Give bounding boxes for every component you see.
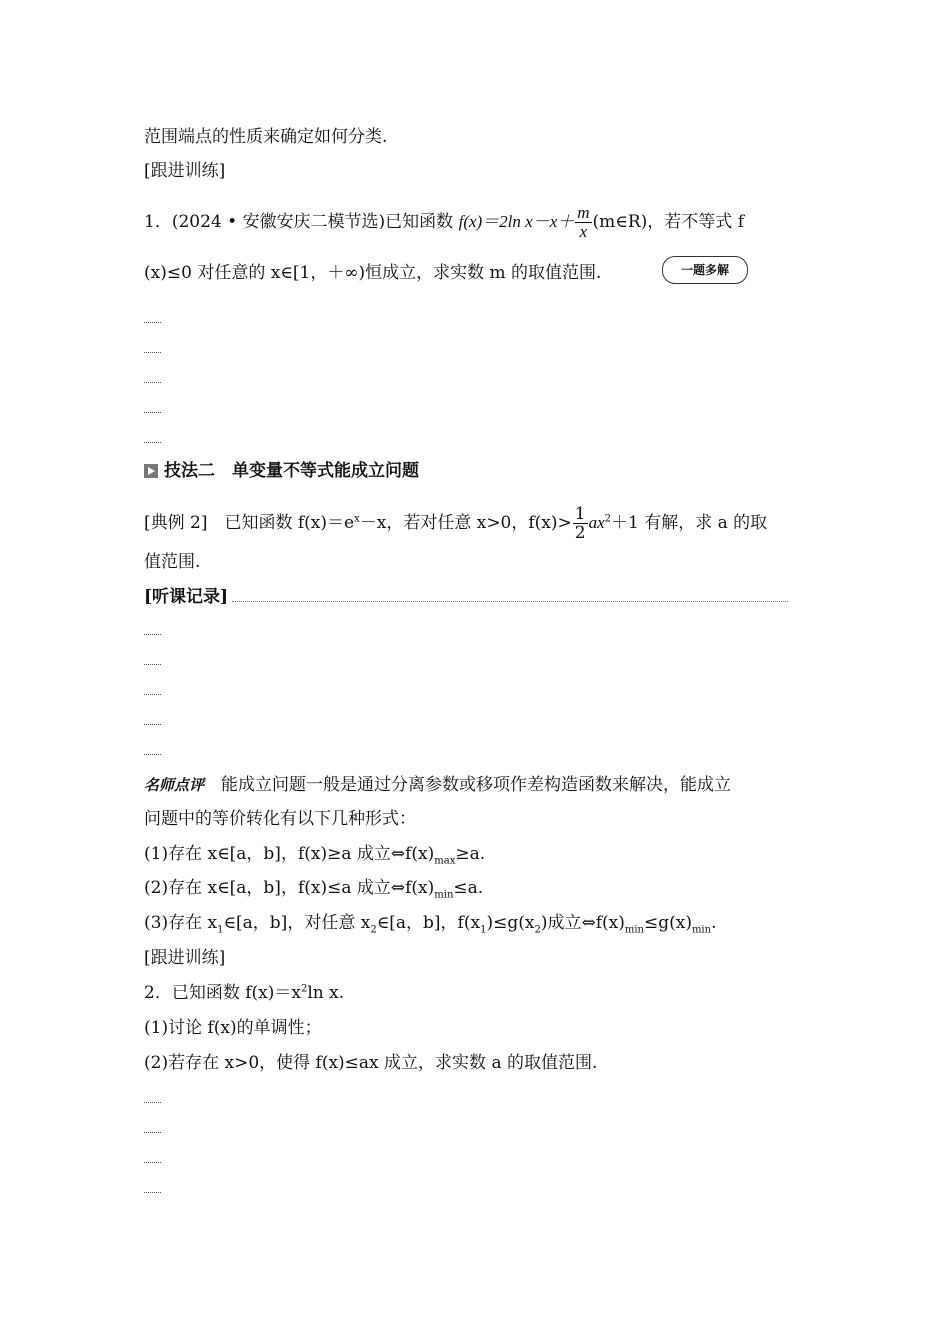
item3-a: (3)存在 x	[144, 913, 218, 933]
question-1-line2: (x)≤0 对任意的 x∈[1，＋∞)恒成立，求实数 m 的取值范围.	[144, 263, 602, 283]
answer-blank[interactable]	[144, 1160, 161, 1163]
answer-blank[interactable]	[144, 440, 161, 443]
item3-s4: 2	[534, 924, 541, 936]
answer-blank[interactable]	[144, 320, 161, 323]
item1-sub: max	[434, 855, 456, 867]
item1-text: (1)存在 x∈[a，b]，f(x)≥a 成立⇔f(x)	[144, 844, 435, 864]
comment-line1	[144, 774, 731, 796]
example-text-d: ＋1 有解，求 a 的取	[611, 513, 768, 533]
item3-s5: min	[624, 924, 644, 936]
teacher-comment-tag: 名师点评	[144, 776, 205, 794]
method-2-title: 技法二 单变量不等式能成立问题	[164, 461, 419, 481]
question-2-part1: (1)讨论 f(x)的单调性；	[144, 1018, 322, 1038]
comment-item-1	[144, 843, 485, 865]
multi-solution-badge[interactable]: 一题多解	[662, 256, 748, 284]
item3-s1: 1	[217, 924, 224, 936]
follow-up-label-2: [跟进训练]	[144, 948, 226, 968]
q1-condition: (m∈R)，若不等式 f	[592, 212, 744, 232]
continued-text: 范围端点的性质来确定如何分类.	[144, 127, 388, 147]
example-frac-den: 2	[574, 523, 586, 543]
item3-c: ∈[a，b]，f(x	[376, 913, 481, 933]
example-sup2: 2	[604, 513, 612, 525]
item3-f: ≤g(x)	[643, 913, 692, 933]
q1-fraction	[575, 204, 591, 241]
play-icon	[144, 464, 158, 478]
example-text-a: 已知函数 f(x)＝e	[207, 513, 355, 533]
example-2-line2: 值范围.	[144, 552, 201, 572]
example-label: [典例 2]	[144, 513, 208, 533]
question-1	[144, 204, 744, 241]
answer-blank[interactable]	[144, 410, 161, 413]
item3-s3: 1	[480, 924, 487, 936]
item1-end: ≥a.	[455, 844, 486, 864]
q1-frac-den: x	[579, 222, 588, 241]
answer-blank[interactable]	[144, 1100, 161, 1103]
question-2	[144, 982, 344, 1004]
item3-g: .	[711, 913, 717, 933]
comment-item-3	[144, 912, 716, 934]
item3-d: )≤g(x	[486, 913, 535, 933]
example-2	[144, 505, 767, 542]
answer-blank[interactable]	[144, 662, 161, 665]
item2-text: (2)存在 x∈[a，b]，f(x)≤a 成立⇔f(x)	[144, 878, 435, 898]
answer-blank[interactable]	[144, 752, 161, 755]
q2-sup: 2	[300, 983, 308, 995]
answer-blank[interactable]	[144, 1130, 161, 1133]
comment-text1: 能成立问题一般是通过分离参数或移项作差构造函数来解决，能成立	[204, 775, 732, 795]
question-2-part2: (2)若存在 x>0，使得 f(x)≤ax 成立，求实数 a 的取值范围.	[144, 1053, 598, 1073]
item3-e: )成立⇔f(x)	[540, 913, 625, 933]
example-text-b: －x，若对任意 x>0，f(x)>	[359, 513, 572, 533]
follow-up-label-1: [跟进训练]	[144, 161, 226, 181]
answer-blank[interactable]	[144, 380, 161, 383]
q1-frac-num: m	[577, 203, 590, 222]
item2-end: ≤a.	[453, 878, 484, 898]
q1-function: f(x)＝2ln x－x＋	[458, 212, 575, 231]
comment-line2: 问题中的等价转化有以下几种形式：	[144, 809, 416, 829]
method-2-heading	[144, 460, 419, 482]
q2-end: ln x.	[307, 983, 345, 1003]
answer-blank[interactable]	[144, 722, 161, 725]
item3-b: ∈[a，b]，对任意 x	[223, 913, 371, 933]
answer-blank[interactable]	[144, 632, 161, 635]
answer-blank[interactable]	[144, 692, 161, 695]
answer-blank[interactable]	[144, 350, 161, 353]
item3-s2: 2	[370, 924, 377, 936]
q1-prefix: 1．(2024 • 安徽安庆二模节选)已知函数	[144, 212, 454, 232]
notes-rule	[232, 601, 788, 602]
answer-blank[interactable]	[144, 1190, 161, 1193]
example-fraction	[573, 505, 588, 542]
example-frac-num: 1	[574, 504, 586, 524]
comment-item-2	[144, 877, 483, 899]
item3-s6: min	[691, 924, 712, 936]
q2-text: 2．已知函数 f(x)＝x	[144, 983, 301, 1003]
lecture-notes-label: [听课记录]	[144, 587, 229, 607]
example-sup: x	[354, 513, 360, 525]
example-text-c: ax	[588, 513, 605, 532]
item2-sub: min	[434, 889, 454, 901]
